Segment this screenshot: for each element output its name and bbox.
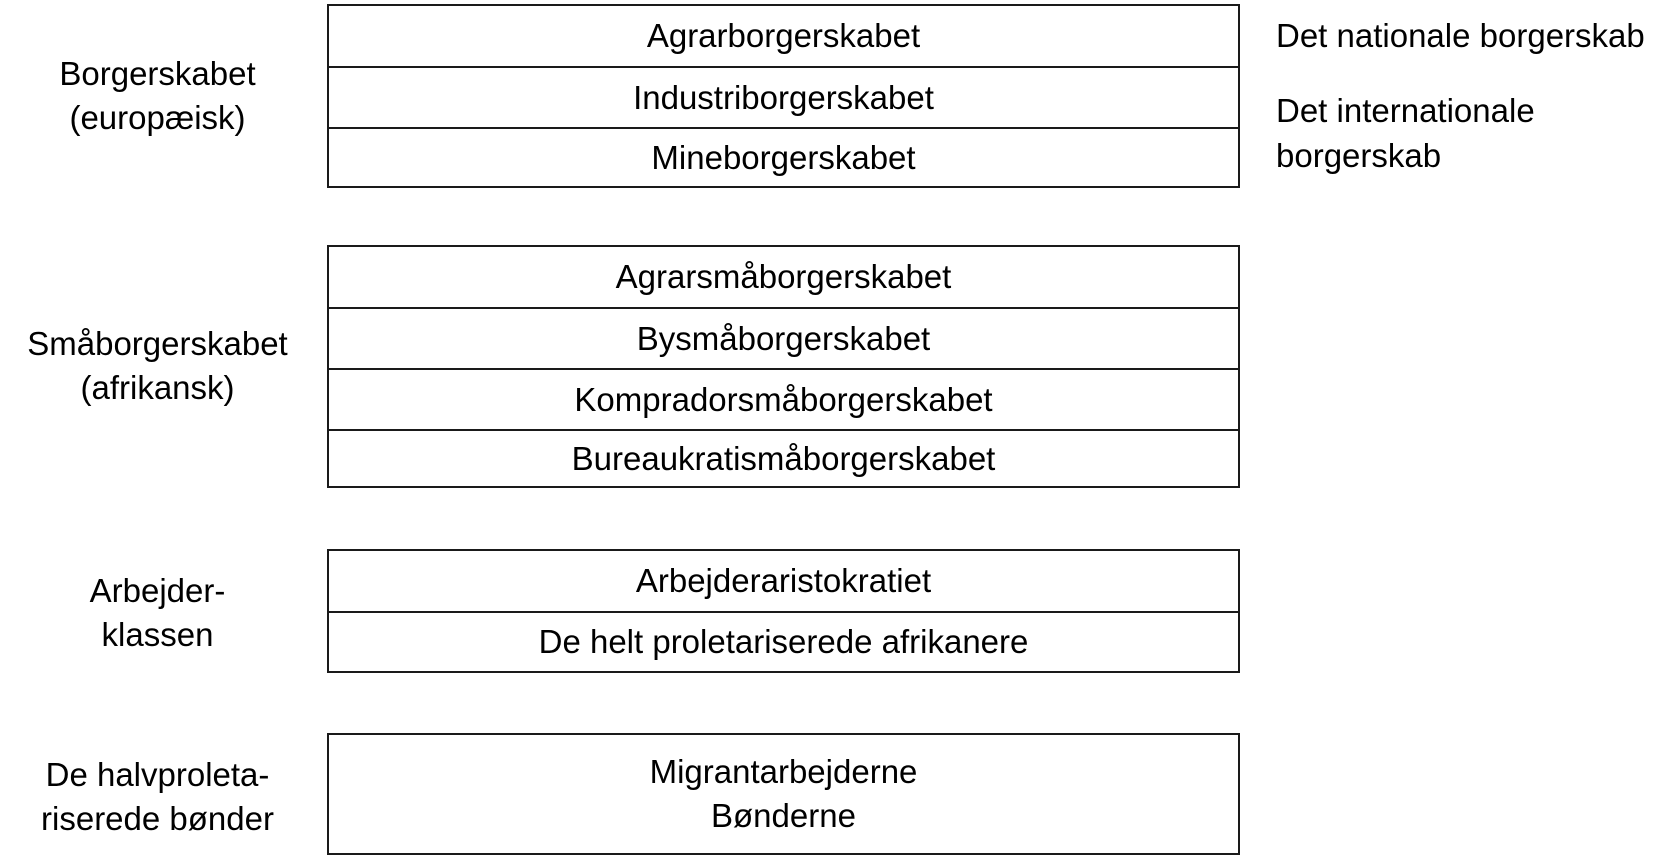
row-migrantarbejderne-boenderne: Migrantarbejderne Bønderne <box>649 753 918 834</box>
row-mineborgerskabet: Mineborgerskabet <box>329 127 1238 186</box>
row-bysmaaborgerskabet: Bysmåborgerskabet <box>329 307 1238 368</box>
row-agrarborgerskabet: Agrarborgerskabet <box>646 17 921 54</box>
row-industriborgerskabet: Industriborgerskabet <box>329 66 1238 127</box>
row-kompradorsmaaborgerskabet: Kompradorsmåborgerskabet <box>329 368 1238 429</box>
group-label-borgerskabet: Borgerskabet (europæisk) <box>59 55 256 136</box>
side-note-national: Det nationale borgerskab <box>1276 17 1645 54</box>
row-bureaukratismaaborgerskabet: Bureaukratismåborgerskabet <box>329 429 1238 486</box>
row-agrarsmaaborgerskabet: Agrarsmåborgerskabet <box>615 258 952 295</box>
box-borgerskabet <box>327 4 1240 188</box>
row-proletariserede-afrikanere: De helt proletariserede afrikanere <box>329 611 1238 671</box>
box-halvproletariserede-boender <box>327 733 1240 855</box>
side-note-international: Det internationale borgerskab <box>1276 92 1535 174</box>
group-label-halvproletariserede-boender: De halvproleta- riserede bønder <box>41 756 274 837</box>
box-arbejderklassen <box>327 549 1240 673</box>
row-arbejderaristokratiet: Arbejderaristokratiet <box>635 562 932 599</box>
box-smaaborgerskabet <box>327 245 1240 488</box>
group-label-smaaborgerskabet: Småborgerskabet (afrikansk) <box>27 325 288 406</box>
group-label-arbejderklassen: Arbejder- klassen <box>89 572 226 653</box>
